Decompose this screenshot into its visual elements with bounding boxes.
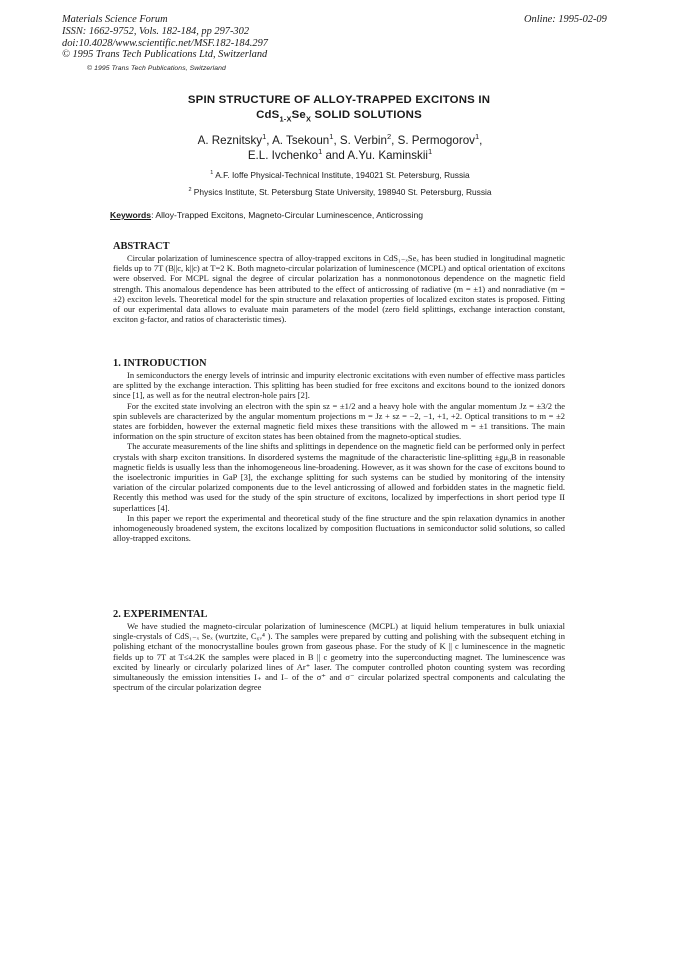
keywords-text: : Alloy-Trapped Excitons, Magneto-Circular Luminescence, Anticrossing — [151, 210, 424, 220]
paragraph: In this paper we report the experimental and theoretical study of the fine structure and the spin relaxation dynamics in another inhomogeneously broadened system, the excitons localized by composition fluctuations in semiconductor solid solutions, so called alloy-trapped excitons. — [113, 512, 565, 544]
small-copyright: © 1995 Trans Tech Publications, Switzerland — [87, 65, 226, 72]
author: E.L. Ivchenko$^1$ and — [247, 147, 348, 162]
paragraph: The accurate measurements of the line shifts and splittings in dependence on the magnetic field can be performed only in perfect crystals with sharp exciton transitions. In disordered systems the magnitude of the characteristic line-splitting ±gμ₀B in reasonable magnetic fields is usually less than the inhomogeneous line-broadening. However, as it was shown for the case of excitons bound to the isoelectronic impurities in GaP [3], the exchange splitting for such systems can be studied by monitoring of the intensity variation of the circular polarized components due to the level anticrossing of allowed and forbidden states in the magnetic field. Recently this method was used for the study of the spin structure of excitons, localized by imperfections in short period type II superlattices [4]. — [113, 441, 565, 513]
author: A. Reznitsky$^1$, — [197, 132, 273, 147]
paragraph: In semiconductors the energy levels of intrinsic and impurity electronic excitations with even number of effective mass particles are splitted by the exchange interaction. This splitting has been studied for free excitons and excitons bound to the ionized donors since [1], as well as for the neutral electron-hole pairs [2]. — [113, 370, 565, 401]
author: S. Verbin$^2$, — [339, 132, 398, 147]
author: A.Yu. Kaminskii$^1$ — [347, 147, 433, 162]
journal-name: Materials Science Forum — [62, 14, 168, 25]
author: A. Tsekoun$^1$, — [272, 132, 340, 147]
introduction-section — [113, 358, 565, 543]
affiliation-2: $^2$ Physics Institute, St. Petersburg State University, 198940 St. Petersburg, Russia — [188, 187, 492, 197]
paragraph: For the excited state involving an electron with the spin sz = ±1/2 and a heavy hole with the angular momentum Jz = ±3/2 the spin sublevels are characterized by the angular momentum projections m = Jz + sz = −2, −1, +1, +2. Optical transitions to m = ±2 states are forbidden, however the external magnetic field mixes these transitions with the allowed m = ±1 transitions. The main information on the spin structure of exciton states has been obtained from the magneto-optical studies. — [113, 400, 565, 442]
doi-link[interactable]: doi:10.4028/www.scientific.net/MSF.182-184.297 — [62, 37, 268, 49]
paragraph: We have studied the magneto-circular polarization of luminescence (MCPL) at liquid helium temperatures in bulk uniaxial single-crystals of CdS₁₋ₓ Seₓ (wurtzite, C₆ᵥ⁴ ). The samples were prepared by cutting and polishing with the subsequent etching in polishing etchant of the monocrystalline boules grown from gaseous phase. For the study of K || c luminescence in the magnetic fields up to 7T at T≤4.2K the samples were placed in B || c geometry into the superconducting magnet. The luminescence was excited by linearly or circularly polarized lines of Ar⁺ laser. The computer controlled photon counting system was recording simultaneously the emission intensities I₊ and I₋ of the σ⁺ and σ⁻ circular polarized spectral components and calculating the spectrum of the circular polarization degree — [113, 621, 565, 693]
abstract-section — [113, 241, 565, 324]
introduction-heading: 1. INTRODUCTION — [113, 358, 207, 369]
title-line-1: SPIN STRUCTURE OF ALLOY-TRAPPED EXCITONS IN — [187, 94, 491, 106]
keywords — [110, 210, 423, 220]
title-line-2: $CdS_{1-X}Se_X$ SOLID SOLUTIONS — [256, 109, 422, 124]
experimental-section — [113, 609, 565, 692]
issn-line: ISSN: 1662-9752, Vols. 182-184, pp 297-302 — [62, 25, 250, 37]
copyright-line: © 1995 Trans Tech Publications Ltd, Switzerland — [62, 49, 268, 61]
experimental-heading: 2. EXPERIMENTAL — [113, 609, 208, 620]
online-date: Online: 1995-02-09 — [524, 14, 607, 25]
affiliation-1: $^1$ A.F. Ioffe Physical-Technical Institute, 194021 St. Petersburg, Russia — [210, 170, 470, 180]
author: S. Permogorov$^1$, — [397, 132, 483, 147]
keywords-label: Keywords — [110, 210, 152, 220]
abstract-text: Circular polarization of luminescence spectra of alloy-trapped excitons in CdS₁₋ₓSeₓ has been studied in longitudinal magnetic fields up to 7T (B||c, k||c) at T=2 K. Both magneto-circular polarization of luminescence (MCPL) and optical orientation of excitons were observed. For MCPL signal the degree of circular polarization has a nonmonotonous dependence on the magnetic field strength. This anomalous dependence has been attributed to the effect of anticrossing of radiative (m = ±1) and nonradiative (m = ±2) exciton levels. Theoretical model for the spin structure and relaxation properties of localized exciton states is proposed. Fitting of our experimental data allows to evaluate main parameters of the model (zero field splittings, exchange interaction constant, exciton g-factor, and ratios of characteristic times). — [113, 253, 565, 325]
abstract-heading: ABSTRACT — [113, 241, 170, 252]
authors-line-1 — [90, 134, 590, 147]
authors-line-2 — [90, 149, 590, 162]
